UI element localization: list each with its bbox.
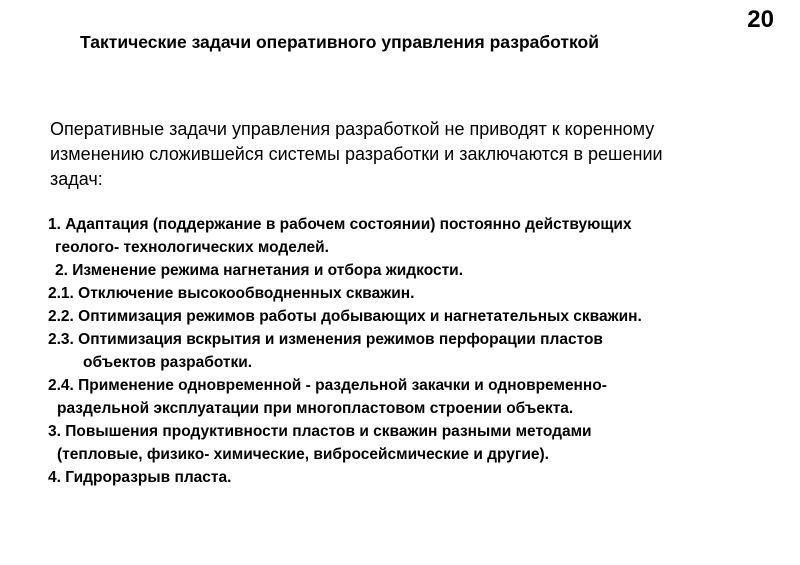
slide-number: 20 [747, 6, 774, 33]
task-item-2-4: 2.4. Применение одновременной - раздельной закачки и одновременно- [48, 377, 607, 394]
task-item-2-4-cont: раздельной эксплуатации при многопластовом строении объекта. [57, 400, 574, 417]
task-item-3-cont: (тепловые, физико- химические, вибросейсмические и другие). [57, 446, 549, 463]
intro-line: изменению сложившейся системы разработки и заключаются в решении [50, 144, 663, 164]
task-item-1: 1. Адаптация (поддержание в рабочем состоянии) постоянно действующих [48, 216, 632, 233]
task-item-2-2: 2.2. Оптимизация режимов работы добывающих и нагнетательных скважин. [48, 308, 642, 325]
slide-title: Тактические задачи оперативного управления разработкой [80, 32, 599, 52]
task-item-3: 3. Повышения продуктивности пластов и скважин разными методами [48, 423, 592, 440]
intro-line: задач: [50, 169, 103, 189]
task-item-4: 4. Гидроразрыв пласта. [48, 469, 232, 486]
intro-line: Оперативные задачи управления разработкой не приводят к коренному [50, 119, 655, 139]
task-item-2-3-cont: объектов разработки. [83, 354, 253, 371]
task-item-2-1: 2.1. Отключение высокообводненных скважин. [48, 285, 415, 302]
task-item-2: 2. Изменение режима нагнетания и отбора жидкости. [55, 262, 464, 279]
task-item-1-cont: геолого- технологических моделей. [55, 239, 329, 256]
task-item-2-3: 2.3. Оптимизация вскрытия и изменения режимов перфорации пластов [48, 331, 603, 348]
intro-paragraph [50, 117, 790, 192]
task-list [48, 213, 793, 489]
